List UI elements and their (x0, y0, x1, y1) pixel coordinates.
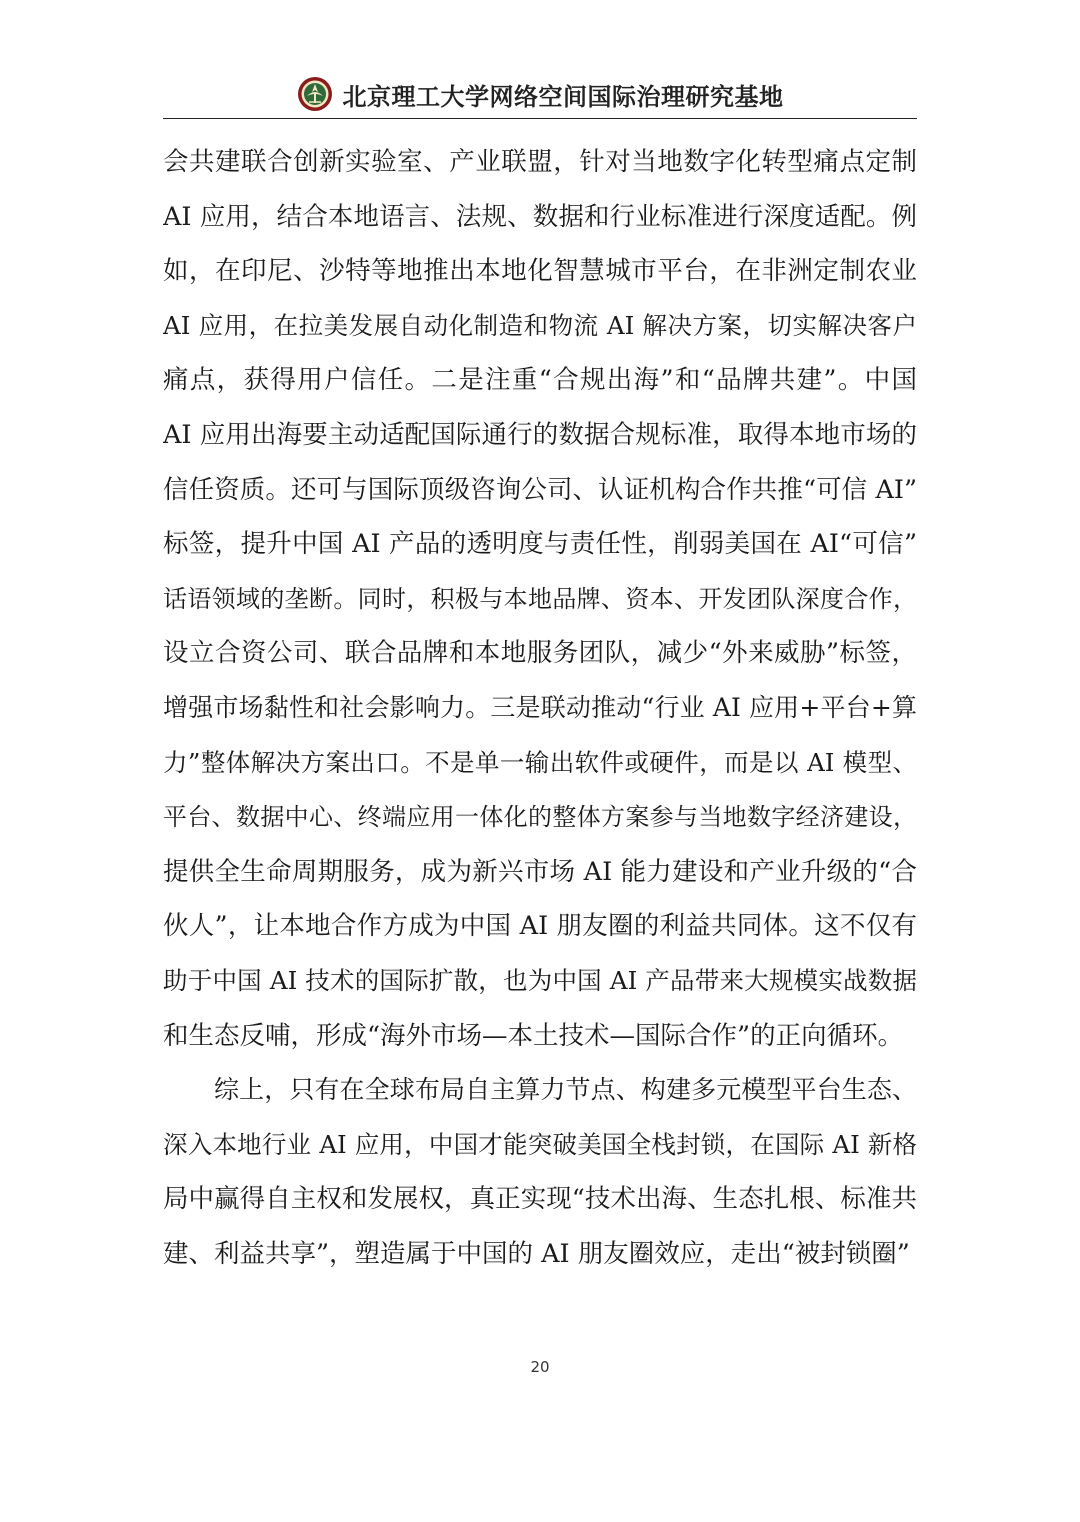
text-line: 痛点，获得用户信任。二是注重“合规出海”和“品牌共建”。中国 (163, 365, 917, 396)
text-line: 伙人”，让本地合作方成为中国 AI 朋友圈的利益共同体。这不仅有 (163, 911, 917, 942)
text-line: 局中赢得自主权和发展权，真正实现“技术出海、生态扎根、标准共 (163, 1184, 917, 1215)
university-seal-icon (297, 76, 333, 112)
text-line: 力”整体解决方案出口。不是单一输出软件或硬件，而是以 AI 模型、 (163, 747, 917, 777)
header-divider (163, 118, 917, 119)
page-header (163, 72, 917, 116)
text-line: 信任资质。还可与国际顶级咨询公司、认证机构合作共推“可信 AI” (163, 474, 917, 505)
text-line: 综上，只有在全球布局自主算力节点、构建多元模型平台生态、 (214, 1075, 917, 1105)
text-line: 设立合资公司、联合品牌和本地服务团队，减少“外来威胁”标签， (163, 638, 917, 669)
header-title: 北京理工大学网络空间国际治理研究基地 (342, 82, 784, 111)
text-line: AI 应用，结合本地语言、法规、数据和行业标准进行深度适配。例 (163, 201, 917, 232)
text-line: AI 应用出海要主动适配国际通行的数据合规标准，取得本地市场的 (163, 419, 917, 450)
text-line: 提供全生命周期服务，成为新兴市场 AI 能力建设和产业升级的“合 (163, 856, 917, 887)
text-line: 和生态反哺，形成“海外市场—本土技术—国际合作”的正向循环。 (163, 1020, 904, 1051)
paragraph (163, 1063, 917, 1281)
text-line: 话语领域的垄断。同时，积极与本地品牌、资本、开发团队深度合作， (163, 584, 917, 613)
paragraph (163, 135, 917, 1063)
text-line: 增强市场黏性和社会影响力。三是联动推动“行业 AI 应用+平台+算 (163, 692, 917, 722)
text-line: 会共建联合创新实验室、产业联盟，针对当地数字化转型痛点定制 (163, 147, 917, 177)
text-line: 平台、数据中心、终端应用一体化的整体方案参与当地数字经济建设， (163, 803, 917, 832)
text-line: 如，在印尼、沙特等地推出本地化智慧城市平台，在非洲定制农业 (163, 256, 917, 287)
page-number: 20 (530, 1358, 550, 1376)
document-body (163, 135, 917, 1281)
text-line: 助于中国 AI 技术的国际扩散，也为中国 AI 产品带来大规模实战数据 (163, 965, 917, 995)
text-line: 标签，提升中国 AI 产品的透明度与责任性，削弱美国在 AI“可信” (163, 529, 917, 560)
text-line: 建、利益共享”，塑造属于中国的 AI 朋友圈效应，走出“被封锁圈” (163, 1238, 910, 1269)
text-line: 深入本地行业 AI 应用，中国才能突破美国全栈封锁，在国际 AI 新格 (163, 1129, 917, 1159)
text-line: AI 应用，在拉美发展自动化制造和物流 AI 解决方案，切实解决客户 (163, 310, 917, 340)
